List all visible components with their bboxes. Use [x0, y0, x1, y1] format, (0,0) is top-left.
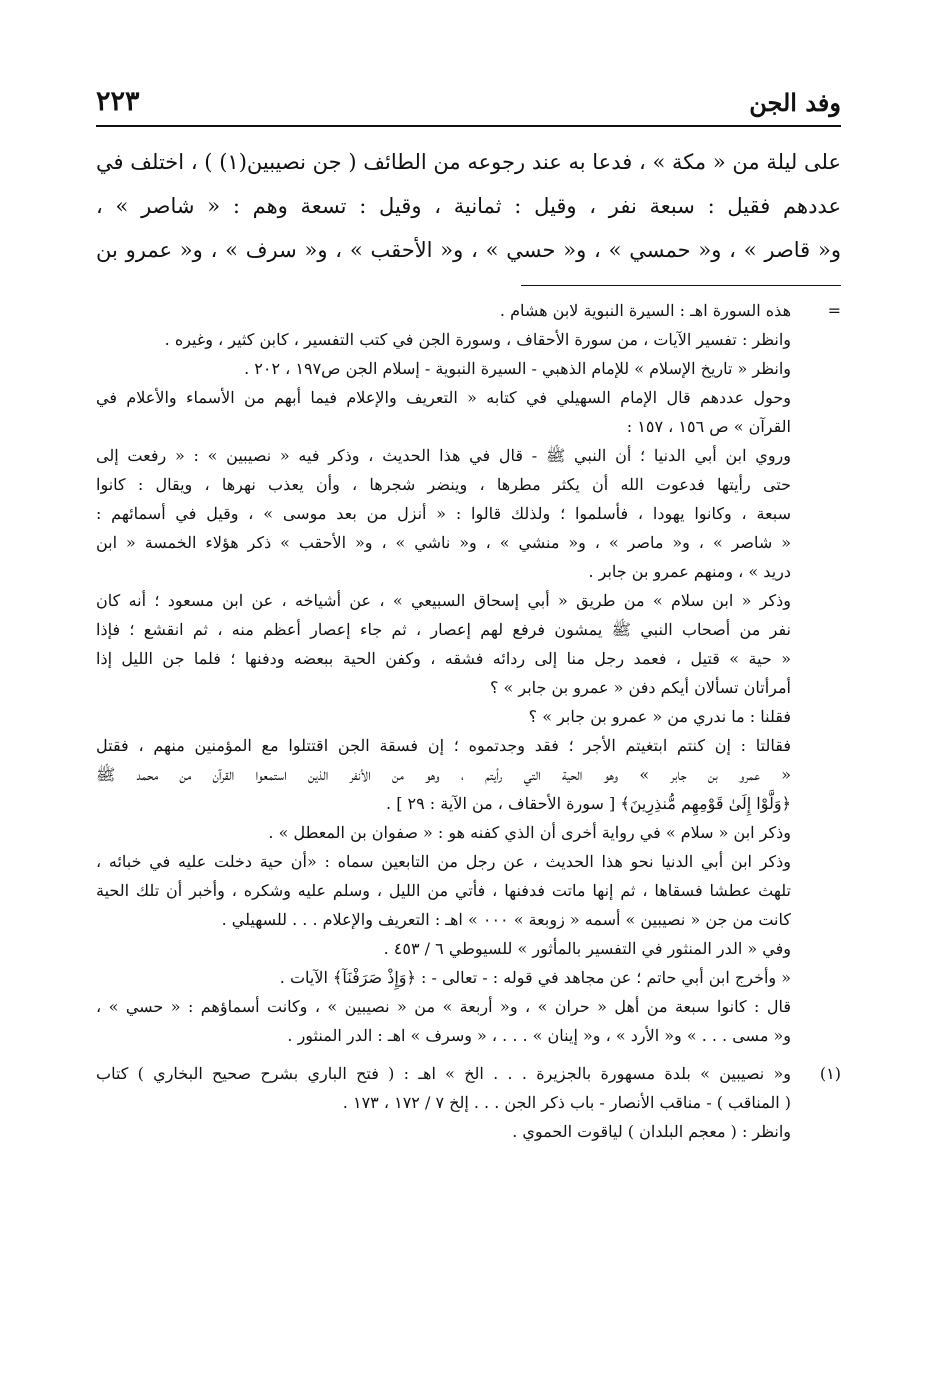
footnote-line: و« نصيبين » بلدة مسهورة بالجزيرة . . . الخ » اهـ : ( فتح الباري بشرح صحيح البخاري ) كتاب	[96, 1064, 791, 1083]
footnote-line: تلهث عطشا فسقاها ، ثم إنها ماتت فدفنها ، فأتي من الليل ، وسلم عليه وشكره ، وأخبر أن تلك الحية	[96, 881, 791, 900]
footnote-line: وحول عددهم قال الإمام السهيلي في كتابه « التعريف والإعلام فيما أبهم من الأسماء والأعلام في	[96, 388, 791, 407]
footnote-line: أمرأتان تسألان أيكم دفن « عمرو بن جابر » ؟	[489, 678, 791, 697]
footnote-number: (١)	[819, 1064, 841, 1083]
footnote-line: نفر من أصحاب النبي ﷺ يمشون فرفع لهم إعصار ، ثم جاء إعصار أعظم منه ، ثم انقشع ؛ فإذا	[96, 620, 791, 639]
footnote-line: وانظر : تفسير الآيات ، من سورة الأحقاف ، وسورة الجن في كتب التفسير ، كابن كثير ، وغيره .	[164, 330, 791, 349]
footnote-line: سبعة ، وكانوا يهودا ، فأسلموا ؛ ولذلك قالوا : « أنزل من بعد موسى » ، وقيل في أسمائهم :	[96, 504, 791, 523]
footnote-line: وذكر ابن « سلام » في رواية أخرى أن الذي كفنه هو : « صفوان بن المعطل » .	[268, 823, 791, 842]
footnote-line: حتى رأيتها فدعوت الله أن يكثر مطرها ، وينضر شجرها ، وأن يعذب نهرها ، ويقال : كانوا	[96, 475, 791, 494]
footnote-line: وفي « الدر المنثور في التفسير بالمأثور » للسيوطي ٦ / ٤٥٣ .	[383, 939, 791, 958]
footnote-line: فقالتا : إن كنتم ابتغيتم الأجر ؛ فقد وجدتموه ؛ إن فسقة الجن اقتتلوا مع المؤمنين منهم ، فقتل	[96, 736, 791, 755]
running-title: وفد الجن	[749, 88, 841, 117]
footnote-line: كانت من جن « نصيبين » أسمه « زوبعة » ٠٠٠ » اهـ : التعريف والإعلام . . . للسهيلي .	[221, 910, 791, 929]
footnote-line: القرآن » ص ١٥٦ ، ١٥٧ :	[626, 417, 791, 436]
footnote-line: « حية » قتيل ، فعمد رجل منا إلى ردائه فشقه ، وكفن الحية ببعضه ودفنها ؛ فلما جن الليل إذا	[96, 649, 791, 668]
footnotes	[96, 296, 841, 1149]
footnote-continued	[96, 296, 841, 1050]
footnote-line: ( المناقب ) - مناقب الأنصار - باب ذكر الجن . . . إلخ ٧ / ١٧٢ ، ١٧٣ .	[342, 1093, 791, 1112]
body-line: عددهم فقيل : سبعة نفر ، وقيل : ثمانية ، وقيل : تسعة وهم : « شاصر » ،	[96, 194, 841, 218]
footnote-line: وذكر « ابن سلام » من طريق « أبي إسحاق السبيعي » ، عن أشياخه ، عن ابن مسعود ؛ أنه كان	[96, 591, 791, 610]
footnote-line: ﴿وَلَّوْا إِلَىٰ قَوْمِهِم مُّنذِرِينَ﴾ [ سورة الأحقاف ، من الآية : ٢٩ ] .	[386, 794, 791, 813]
footnote-line: و« مسى . . . » و« الأرد » ، و« إينان » . . . ، « وسرف » اهـ : الدر المنثور .	[287, 1026, 791, 1045]
footnote-line: وروي ابن أبي الدنيا ؛ أن النبي ﷺ - قال في هذا الحديث ، وذكر فيه « نصيبين » : « رفعت إلى	[96, 446, 791, 465]
body-line: على ليلة من « مكة » ، فدعا به عند رجوعه من الطائف ( جن نصيبين(١) ) ، اختلف في	[96, 150, 841, 174]
main-text	[96, 140, 841, 272]
footnote-line: وذكر ابن أبي الدنيا نحو هذا الحديث ، عن رجل من التابعين سماه : «أن حية دخلت عليه في خبائه ،	[96, 852, 791, 871]
footnote-line: دريد » ، ومنهم عمرو بن جابر .	[588, 562, 791, 581]
body-line: و« قاصر » ، و« حمسي » ، و« حسي » ، و« الأحقب » ، و« سرف » ، و« عمرو بن	[96, 238, 841, 262]
continuation-marker: =	[827, 301, 841, 320]
footnote-line: « عمرو بن جابر » وهو الحية التي رأيتم ، وهو من الأنفر الذين استمعوا القرآن من محمد ﷺ	[96, 765, 791, 784]
footnote-line: قال : كانوا سبعة من أهل « حران » ، و« أربعة » من « نصيبين » ، وكانت أسماؤهم : « حسي » ،	[96, 997, 791, 1016]
footnote-separator	[521, 285, 841, 286]
footnote-line: وانظر « تاريخ الإسلام » للإمام الذهبي - السيرة النبوية - إسلام الجن ص١٩٧ ، ٢٠٢ .	[244, 359, 791, 378]
footnote-line: وانظر : ( معجم البلدان ) لياقوت الحموي .	[512, 1122, 791, 1141]
footnote-line: « شاصر » ، و« ماصر » ، و« منشي » ، و« ناشي » ، و« الأحقب » ذكر هؤلاء الخمسة « ابن	[96, 533, 791, 552]
page-header	[96, 86, 841, 120]
header-rule	[96, 125, 841, 127]
footnote-1	[96, 1059, 841, 1146]
footnote-line: فقلنا : ما ندري من « عمرو بن جابر » ؟	[528, 707, 791, 726]
footnote-line: « وأخرج ابن أبي حاتم ؛ عن مجاهد في قوله : - تعالى - : ﴿وَإِذْ صَرَفْنَآ﴾ الآيات .	[279, 968, 791, 987]
page-number: ٢٢٣	[96, 86, 140, 117]
footnote-line: هذه السورة اهـ : السيرة النبوية لابن هشام .	[499, 301, 791, 320]
